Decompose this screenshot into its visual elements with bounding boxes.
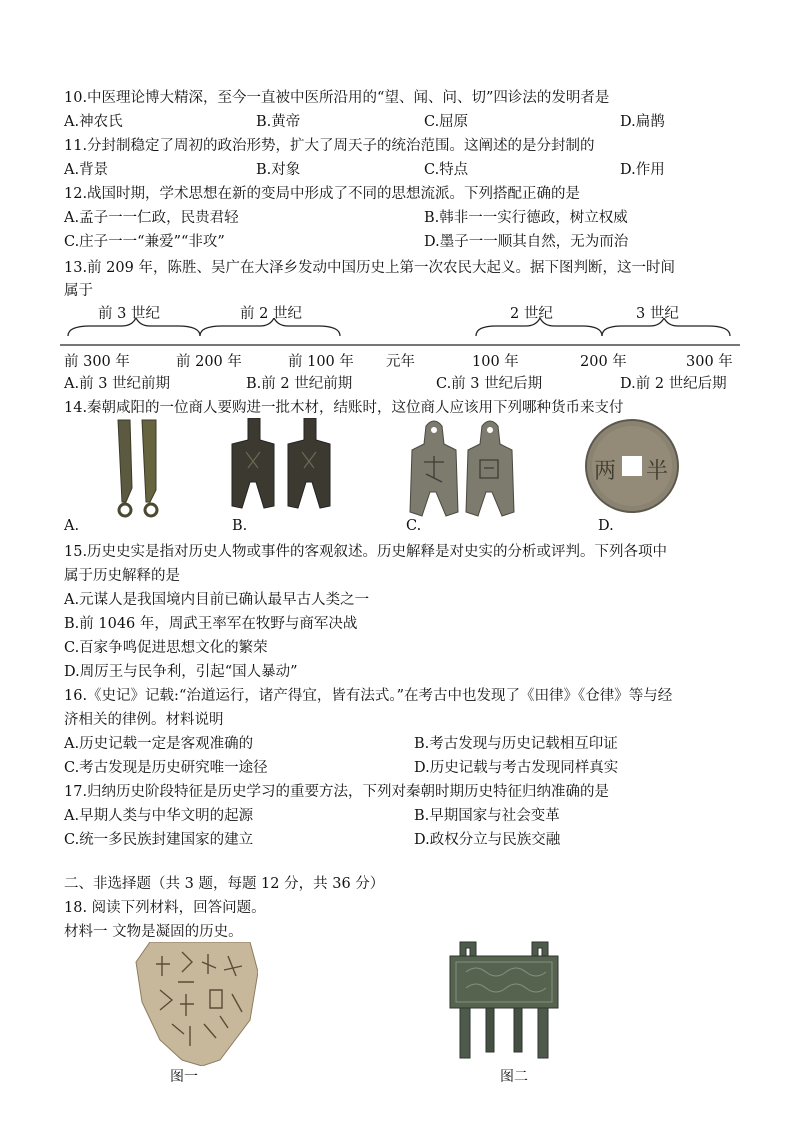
q15-option-a: A.元谋人是我国境内目前已确认最早古人类之一 — [64, 592, 370, 608]
q16-stem-line2: 济相关的律例。材料说明 — [64, 712, 224, 728]
q12-option-b: B.韩非一一实行德政，树立权威 — [424, 210, 628, 226]
q15-option-c: C.百家争鸣促进思想文化的繁荣 — [64, 640, 268, 656]
century-label-ad3: 3 世纪 — [636, 306, 679, 322]
q10-stem: 10.中医理论博大精深，至今一直被中医所沿用的“望、闻、问、切”四诊法的发明者是 — [64, 90, 610, 106]
timeline-diagram — [60, 300, 740, 372]
q12-option-c: C.庄子一一“兼爱”“非攻” — [64, 234, 225, 250]
q16-option-c: C.考古发现是历史研究唯一途径 — [64, 760, 268, 776]
q16-option-a: A.历史记载一定是客观准确的 — [64, 736, 254, 752]
q15-option-d: D.周厉王与民争利，引起“国人暴动” — [64, 664, 298, 680]
q13-option-b: B.前 2 世纪前期 — [246, 376, 353, 392]
century-label-ad2: 2 世纪 — [510, 306, 553, 322]
year-label-bc100: 前 100 年 — [288, 354, 354, 370]
q13-stem-line1: 13.前 209 年，陈胜、吴广在大泽乡发动中国历史上第一次农民大起义。据下图判断，这一时间 — [64, 260, 675, 276]
q15-stem-line1: 15.历史史实是指对历史人物或事件的客观叙述。历史解释是对史实的分析或评判。下列各项中 — [64, 544, 668, 560]
q11-option-d: D.作用 — [620, 162, 665, 178]
q17-option-a: A.早期人类与中华文明的起源 — [64, 808, 254, 824]
brace-bc2 — [200, 318, 340, 336]
material1-text: 材料一 文物是凝固的历史。 — [64, 924, 243, 940]
q13-option-d: D.前 2 世纪后期 — [620, 376, 727, 392]
q14-option-a: A. — [64, 518, 80, 534]
brace-ad2 — [476, 318, 602, 336]
coin-glyph-liang: 两 — [594, 459, 617, 484]
bronze-ding-image — [446, 940, 562, 1062]
brace-ad3 — [602, 318, 730, 336]
q14-option-d: D. — [598, 518, 614, 534]
q13-option-a: A.前 3 世纪前期 — [64, 376, 171, 392]
q14-stem: 14.秦朝咸阳的一位商人要购进一批木材，结账时，这位商人应该用下列哪种货币来支付 — [64, 400, 624, 416]
q12-option-d: D.墨子一一顺其自然，无为而治 — [424, 234, 629, 250]
q10-option-b: B.黄帝 — [256, 114, 301, 130]
q10-option-c: C.屈原 — [424, 114, 469, 130]
q15-option-b: B.前 1046 年，周武王率军在牧野与商军决战 — [64, 616, 358, 632]
section2-title: 二、非选择题（共 3 题，每题 12 分，共 36 分） — [64, 876, 385, 892]
century-label-bc3: 前 3 世纪 — [98, 306, 160, 322]
q11-option-c: C.特点 — [424, 162, 469, 178]
q17-option-d: D.政权分立与民族交融 — [414, 832, 561, 848]
q13-stem-line2: 属于 — [64, 283, 93, 299]
q16-option-d: D.历史记载与考古发现同样真实 — [414, 760, 619, 776]
year-label-ad200: 200 年 — [580, 354, 627, 370]
q17-stem: 17.归纳历史阶段特征是历史学习的重要方法，下列对秦朝时期历史特征归纳准确的是 — [64, 784, 610, 800]
brace-bc3 — [68, 318, 200, 336]
year-label-ad1: 元年 — [386, 354, 415, 370]
q12-option-a: A.孟子一一仁政，民贵君轻 — [64, 210, 239, 226]
q11-option-a: A.背景 — [64, 162, 109, 178]
fig2-caption: 图二 — [500, 1069, 528, 1085]
century-label-bc2: 前 2 世纪 — [240, 306, 302, 322]
coin-glyph-ban: 半 — [646, 459, 669, 484]
q14-option-c: C. — [406, 518, 422, 534]
q11-option-b: B.对象 — [256, 162, 301, 178]
pointed-spade-coin-image — [406, 416, 522, 524]
year-label-bc200: 前 200 年 — [176, 354, 242, 370]
year-label-bc300: 前 300 年 — [64, 354, 130, 370]
year-label-ad100: 100 年 — [472, 354, 519, 370]
q16-stem-line1: 16.《史记》记载:“治道运行，诸产得宜，皆有法式。”在考古中也发现了《田律》《仓律》等与经 — [64, 688, 673, 704]
ban-liang-coin-image — [584, 418, 680, 514]
q16-option-b: B.考古发现与历史记载相互印证 — [414, 736, 618, 752]
q11-stem: 11.分封制稳定了周初的政治形势，扩大了周天子的统治范围。这阐述的是分封制的 — [64, 138, 595, 154]
q17-option-c: C.统一多民族封建国家的建立 — [64, 832, 254, 848]
spade-coin-image — [226, 418, 344, 518]
knife-coin-image — [112, 414, 170, 520]
q14-option-b: B. — [232, 518, 248, 534]
q12-stem: 12.战国时期，学术思想在新的变局中形成了不同的思想流派。下列搭配正确的是 — [64, 186, 581, 202]
q18-stem: 18. 阅读下列材料，回答问题。 — [64, 900, 266, 916]
q10-option-a: A.神农氏 — [64, 114, 123, 130]
fig1-caption: 图一 — [170, 1069, 198, 1085]
year-label-ad300: 300 年 — [686, 354, 733, 370]
q13-option-c: C.前 3 世纪后期 — [436, 376, 543, 392]
oracle-bone-image — [132, 942, 258, 1066]
q15-stem-line2: 属于历史解释的是 — [64, 568, 180, 584]
q10-option-d: D.扁鹊 — [620, 114, 665, 130]
q17-option-b: B.早期国家与社会变革 — [414, 808, 560, 824]
